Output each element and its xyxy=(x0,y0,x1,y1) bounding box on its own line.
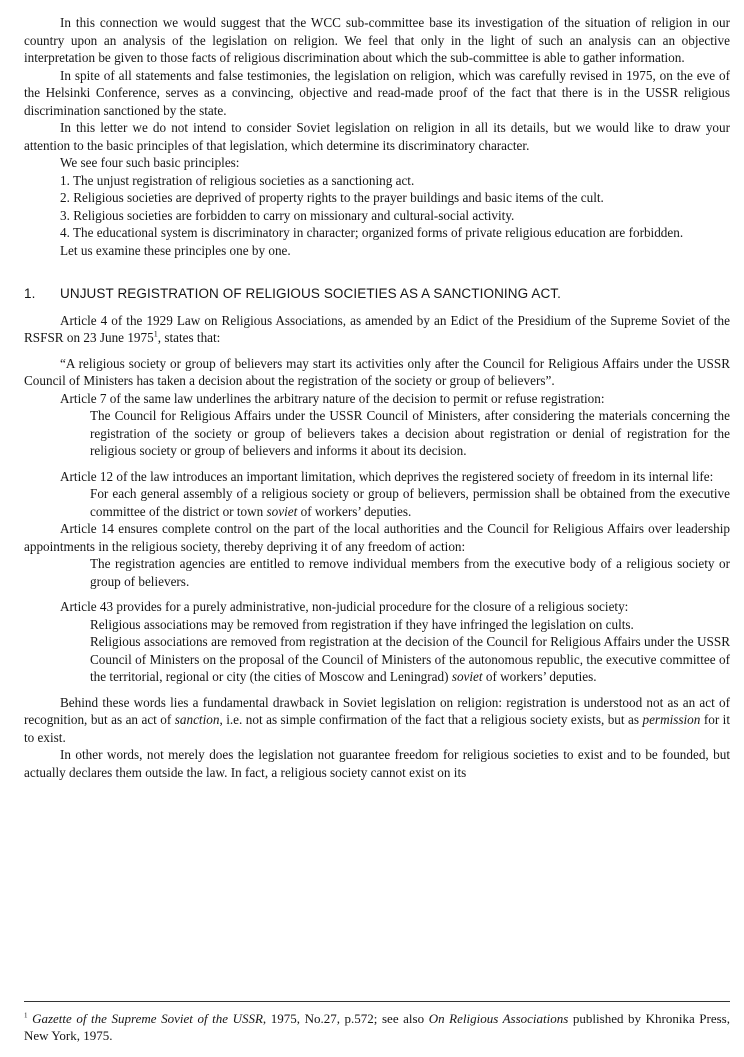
section-title: UNJUST REGISTRATION OF RELIGIOUS SOCIETIES AS A SANCTIONING ACT. xyxy=(60,286,561,301)
article-4-quote: “A religious society or group of believers may start its activities only after the Council for Religious Affairs under the USSR Council of Ministers has taken a decision about the registration of the society or group of believers”. xyxy=(24,355,730,388)
footnote-reference: 1 xyxy=(153,329,158,339)
footnote: $^1$ Gazette of the Supreme Soviet of the USSR, 1975, No.27, p.572; see also On Religious Associations published by Khronika Press, New York, 1975. xyxy=(24,1011,730,1043)
article-43-quote-1: Religious associations may be removed from registration if they have infringed the legislation on cults. xyxy=(90,616,634,632)
principle-item-2: 2. Religious societies are deprived of property rights to the prayer buildings and basic items of the cult. xyxy=(60,190,604,205)
footnote-divider xyxy=(24,1001,730,1002)
principle-item-1: 1. The unjust registration of religious societies as a sanctioning act. xyxy=(60,172,415,188)
article-43-intro: Article 43 provides for a purely administrative, non-judicial procedure for the closure of a religious society: xyxy=(60,599,629,614)
commentary-paragraph-2: In other words, not merely does the legislation not guarantee freedom for religious societies to exist and to be founded, but actually declares them outside the law. In fact, a religious society cannot exist on its xyxy=(24,747,730,780)
intro-paragraph-2: In spite of all statements and false testimonies, the legislation on religion, which was carefully revised in 1975, on the eve of the Helsinki Conference, serves as a convincing, objective and read-made proof of the fact that there is in the USSR religious discrimination sanctioned by the state. xyxy=(24,67,730,118)
article-12-quote: For each general assembly of a religious society or group of believers, permission shall be obtained from the executive committee of the district or town soviet of workers’ deputies. xyxy=(90,486,730,519)
footnote-marker: 1 xyxy=(24,1011,28,1020)
article-14-intro: Article 14 ensures complete control on the part of the local authorities and the Council for Religious Affairs over leadership appointments in the religious society, thereby depriving it of any freedom of action: xyxy=(24,521,730,554)
intro-paragraph-1: In this connection we would suggest that the WCC sub-committee base its investigation of the situation of religion in our country upon an analysis of the legislation on religion. We feel that only in the light of such an analysis can an objective interpretation be given to those facts of religious discrimination about which the sub-committee is able to gather information. xyxy=(24,15,730,65)
commentary-paragraph-1: Behind these words lies a fundamental drawback in Soviet legislation on religion: registration is understood not as an act of recognition, but as an act of sanction, i.e. not as simple confirmation of the fact that a religious society exists, but as permission for it to exist. xyxy=(24,694,730,745)
article-12-intro: Article 12 of the law introduces an important limitation, which deprives the registered society of freedom in its internal life: xyxy=(60,468,714,484)
intro-paragraph-5: Let us examine these principles one by one. xyxy=(60,242,291,258)
article-14-quote: The registration agencies are entitled to remove individual members from the executive body of a religious society or group of believers. xyxy=(90,556,730,589)
section-heading xyxy=(24,285,730,303)
article-4-intro: Article 4 of the 1929 Law on Religious Associations, as amended by an Edict of the Presidium of the Supreme Soviet of the RSFSR on 23 June 1975$^1$, states that: xyxy=(24,312,730,345)
section-number: 1. xyxy=(24,286,36,301)
article-43-quote-2: Religious associations are removed from registration at the decision of the Council for Religious Affairs under the USSR Council of Ministers on the proposal of the Council of Ministers of the autonomous republic, the executive committee of the territorial, regional or city (the cities of Moscow and Leningrad) soviet of workers’ deputies. xyxy=(90,634,730,684)
footnote-source-title: Gazette of the Supreme Soviet of the USSR xyxy=(32,1011,263,1026)
principle-item-3: 3. Religious societies are forbidden to carry on missionary and cultural-social activity. xyxy=(60,207,515,223)
footnote-reference-title: On Religious Associations xyxy=(428,1011,569,1026)
intro-paragraph-3: In this letter we do not intend to consider Soviet legislation on religion in all its details, but we would like to draw your attention to the basic principles of that legislation, which determine its discriminatory character. xyxy=(24,120,730,153)
intro-paragraph-4: We see four such basic principles: xyxy=(60,155,240,170)
article-7-quote: The Council for Religious Affairs under the USSR Council of Ministers, after considering the materials concerning the registration of the society or group of believers takes a decision about registration or denial of registration for the religious society or group of believers and informs it about its decision. xyxy=(90,408,730,458)
document-page xyxy=(24,14,730,781)
article-7-intro: Article 7 of the same law underlines the arbitrary nature of the decision to permit or refuse registration: xyxy=(60,390,605,406)
principle-item-4: 4. The educational system is discriminatory in character; organized forms of private religious education are forbidden. xyxy=(60,225,684,240)
